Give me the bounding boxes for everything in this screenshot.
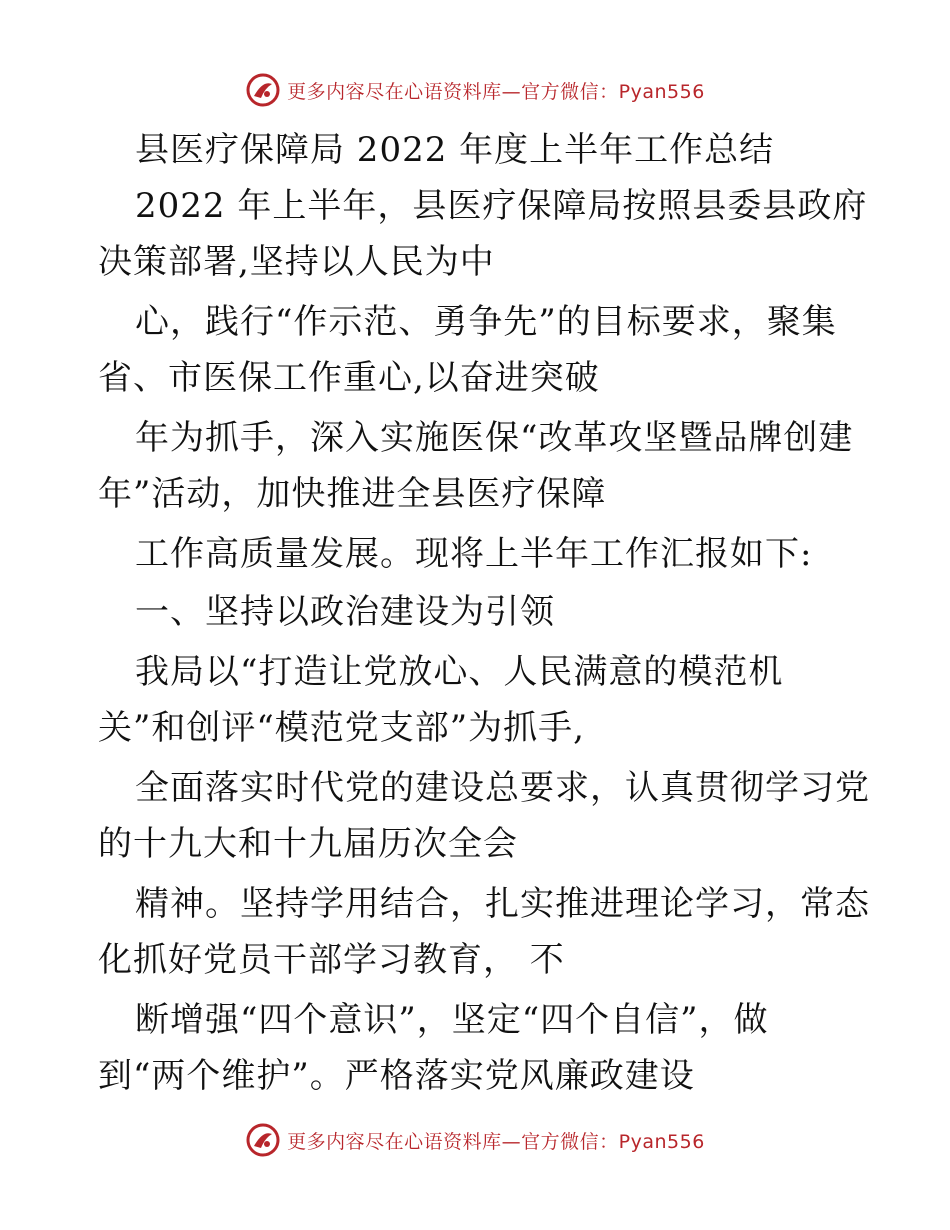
paragraph-line: 化抓好党员干部学习教育， 不 [98, 940, 565, 980]
footer-watermark [0, 1120, 950, 1160]
paragraph-line: 2022 年上半年，县医疗保障局按照县委县政府 [135, 186, 868, 226]
document-title: 县医疗保障局 2022 年度上半年工作总结 [135, 130, 775, 170]
paragraph-line: 心，践行“作示范、勇争先”的目标要求，聚集 [135, 302, 837, 342]
section-heading: 一、坚持以政治建设为引领 [135, 592, 555, 632]
footer-watermark-text: 更多内容尽在心语资料库—官方微信：Pyan556 [287, 1130, 705, 1153]
brand-logo-icon [245, 1122, 281, 1158]
paragraph-line: 工作高质量发展。现将上半年工作汇报如下: [135, 534, 813, 574]
paragraph-line: 我局以“打造让党放心、人民满意的模范机 [135, 652, 784, 692]
paragraph-line: 关”和创评“模范党支部”为抓手, [98, 708, 585, 748]
header-watermark [0, 70, 950, 110]
paragraph-line: 精神。坚持学用结合，扎实推进理论学习，常态 [135, 884, 870, 924]
header-watermark-inner [245, 72, 705, 108]
brand-logo-icon [245, 72, 281, 108]
paragraph-line: 决策部署,坚持以人民为中 [98, 242, 495, 282]
paragraph-line: 省、市医保工作重心,以奋进突破 [98, 358, 600, 398]
footer-watermark-inner [245, 1122, 705, 1158]
paragraph-line: 年为抓手，深入实施医保“改革攻坚暨品牌创建 [135, 418, 854, 458]
paragraph-line: 断增强“四个意识”，坚定“四个自信”，做 [135, 1000, 769, 1040]
paragraph-line: 到“两个维护”。严格落实党风廉政建设 [98, 1056, 695, 1096]
paragraph-line: 的十九大和十九届历次全会 [98, 824, 518, 864]
paragraph-line: 全面落实时代党的建设总要求，认真贯彻学习党 [135, 768, 870, 808]
header-watermark-text: 更多内容尽在心语资料库—官方微信：Pyan556 [287, 80, 705, 103]
paragraph-line: 年”活动，加快推进全县医疗保障 [98, 474, 607, 514]
